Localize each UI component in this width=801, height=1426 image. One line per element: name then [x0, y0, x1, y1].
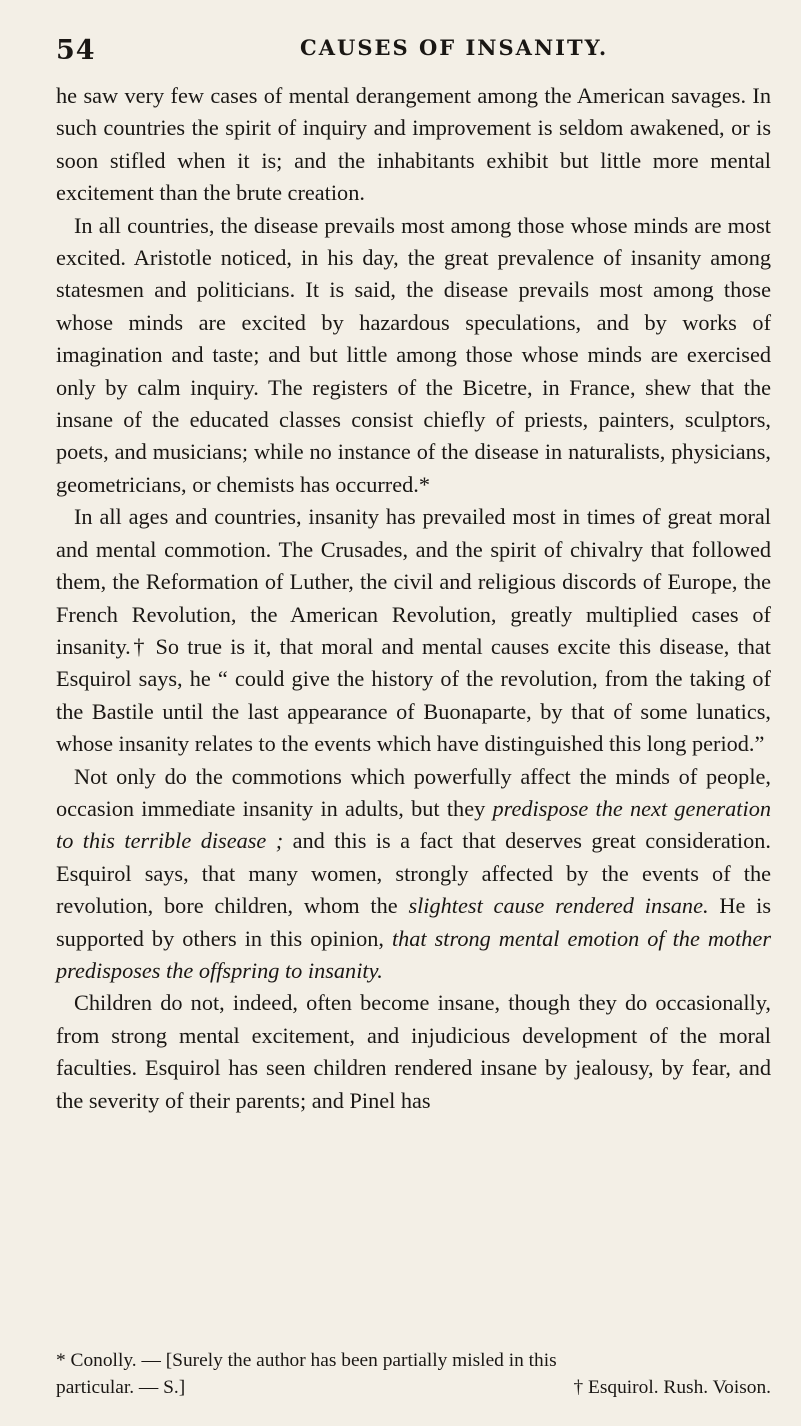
footnotes — [56, 1347, 771, 1401]
page-header — [56, 30, 771, 70]
footnote-1-continuation: particular. — S.] — [56, 1377, 186, 1398]
paragraph-text: he saw very few cases of mental derangement among the American savages. In such countries the spirit of inquiry and improvement is seldom awakened, or is soon stifled when it is; and the inhabitants exhibit but little more mental excitement than the brute creation. — [56, 83, 771, 206]
page-number: 54 — [56, 34, 96, 66]
footnote-1: * Conolly. — [Surely the author has been partially misled in this — [56, 1350, 557, 1371]
italic-text: predispose the next generation to this terrible disease ; — [56, 795, 771, 854]
paragraph-text: He is supported by others in this opinion, — [56, 893, 772, 951]
paragraph — [56, 987, 771, 1117]
paragraph-text: Not only do the commotions which powerfully affect the minds of people, occasion immediate insanity in adults, but they — [56, 763, 771, 821]
paragraph — [56, 80, 771, 210]
body-text — [56, 80, 771, 1117]
paragraph-text: In all ages and countries, insanity has prevailed most in times of great moral and mental commotion. The Crusades, and the spirit of chivalry that followed them, the Reformation of Luther, the civil and religious discords of Europe, the French Revolution, the American Revolution, greatly multiplied cases of insanity.† So true is it, that moral and mental causes excite this disease, that Esquirol says, he “ could give the history of the revolution, from the taking of the Bastile until the last appearance of Buonaparte, by that of some lunatics, whose insanity relates to the events which have distinguished this long period.” — [56, 504, 771, 757]
paragraph — [56, 501, 771, 760]
paragraph-text: In all countries, the disease prevails most among those whose minds are most excited. Aristotle noticed, in his day, the great prevalence of insanity among statesmen and politicians. It is said, the disease prevails most among those whose minds are excited by hazardous speculations, and by works of imagination and taste; and but little among those whose minds are exercised only by calm inquiry. The registers of the Bicetre, in France, shew that the insane of the educated classes consist chiefly of priests, painters, sculptors, poets, and musicians; while no instance of the disease in naturalists, physicians, geometricians, or chemists has occurred.* — [56, 212, 771, 497]
running-head: CAUSES OF INSANITY. — [300, 35, 609, 60]
paragraph — [56, 210, 771, 502]
footnote-2: † Esquirol. Rush. Voison. — [573, 1377, 771, 1398]
italic-text: slightest cause rendered insane. — [408, 893, 709, 919]
paragraph-text: Children do not, indeed, often become insane, though they do occasionally, from strong mental excitement, and injudicious development of the moral faculties. Esquirol has seen children rendered insane by jealousy, by fear, and the severity of their parents; and Pinel has — [56, 990, 771, 1113]
italic-text: that strong mental emotion of the mother predisposes the offspring to insanity. — [56, 925, 771, 983]
paragraph — [56, 761, 771, 988]
footnote-line-2 — [56, 1374, 771, 1401]
paragraph-text: and this is a fact that deserves great consideration. Esquirol says, that many women, strongly affected by the events of the revolution, bore children, whom the — [56, 828, 771, 919]
